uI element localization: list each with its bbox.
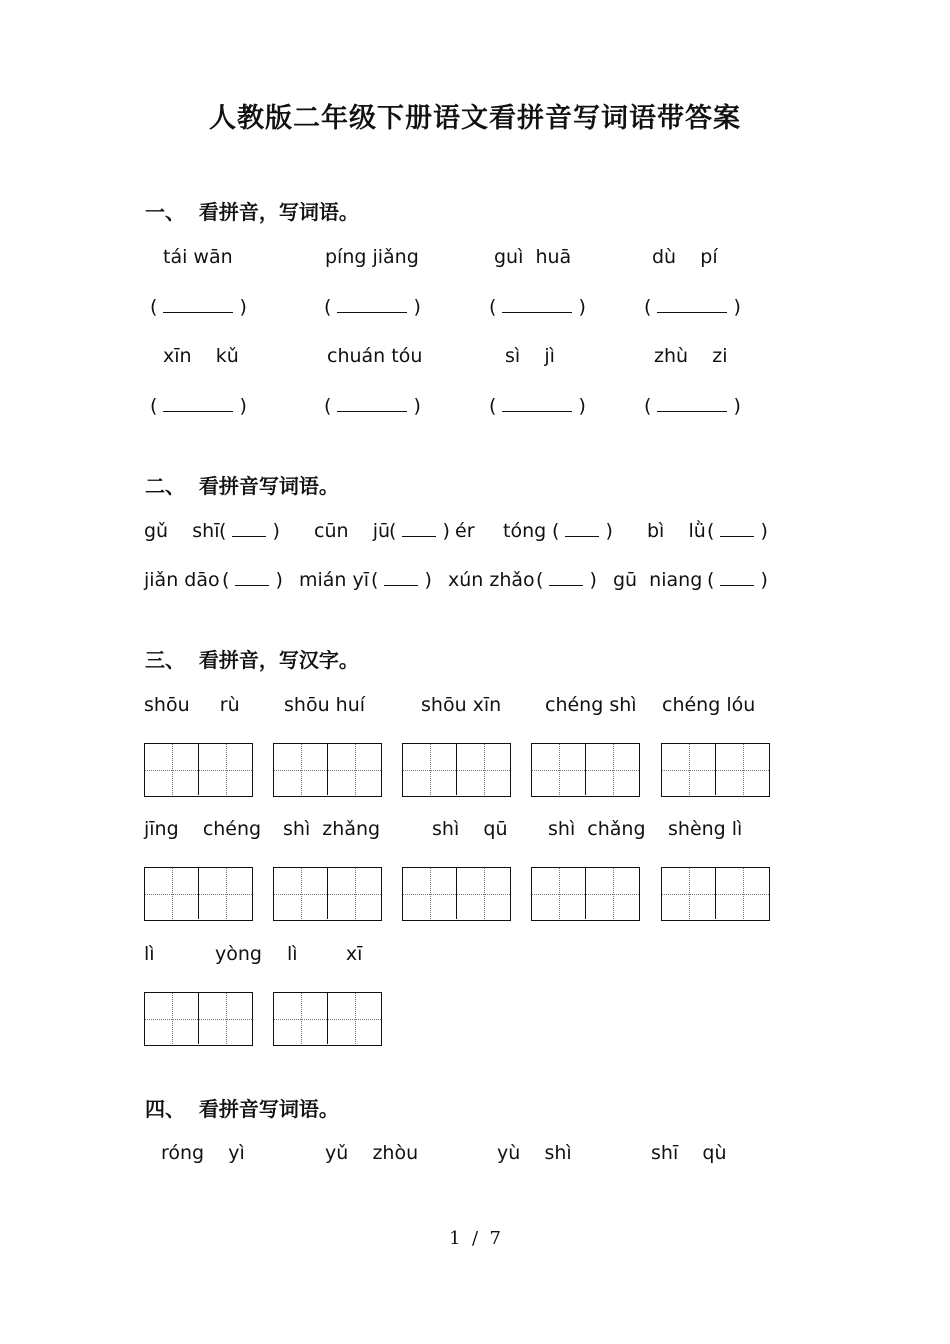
answer-blank[interactable]: ( ) bbox=[707, 520, 768, 542]
answer-blank[interactable]: ( ) bbox=[324, 395, 421, 417]
pinyin-2-6: jiǎn dāo bbox=[144, 569, 220, 591]
pinyin-3-8: shì qū bbox=[432, 818, 508, 840]
pinyin-2-9: gū niang bbox=[613, 569, 703, 591]
page-number: 1 / 7 bbox=[449, 1228, 501, 1249]
answer-blank[interactable]: ( ) bbox=[371, 569, 432, 591]
pinyin-3-9: shì chǎng bbox=[548, 818, 646, 840]
section-4-heading: 四、 看拼音写词语。 bbox=[145, 1097, 339, 1121]
answer-blank[interactable]: ( ) bbox=[489, 395, 586, 417]
answer-blank[interactable]: ( ) bbox=[644, 296, 741, 318]
writing-grid[interactable] bbox=[661, 867, 770, 921]
pinyin-2-1: gǔ shī bbox=[144, 520, 220, 542]
section-1-heading: 一、 看拼音，写词语。 bbox=[145, 200, 359, 224]
pinyin-1-4: dù pí bbox=[652, 246, 718, 268]
answer-blank[interactable]: ( ) bbox=[536, 569, 597, 591]
pinyin-1-5: xīn kǔ bbox=[163, 345, 239, 367]
pinyin-4-2: yǔ zhòu bbox=[325, 1142, 419, 1164]
pinyin-3-3: shōu xīn bbox=[421, 694, 502, 716]
answer-blank[interactable]: ( ) bbox=[707, 569, 768, 591]
writing-grid[interactable] bbox=[531, 743, 640, 797]
pinyin-4-4: shī qù bbox=[651, 1142, 727, 1164]
answer-blank[interactable]: ( ) bbox=[150, 395, 247, 417]
answer-blank[interactable]: ( ) bbox=[489, 296, 586, 318]
pinyin-2-3: ér bbox=[455, 520, 475, 542]
writing-grid[interactable] bbox=[144, 867, 253, 921]
pinyin-1-6: chuán tóu bbox=[327, 345, 423, 367]
pinyin-1-2: píng jiǎng bbox=[325, 246, 419, 268]
answer-blank[interactable]: ( ) bbox=[324, 296, 421, 318]
writing-grid[interactable] bbox=[144, 743, 253, 797]
answer-blank[interactable]: ( ) bbox=[552, 520, 613, 542]
writing-grid[interactable] bbox=[402, 867, 511, 921]
pinyin-3-7: shì zhǎng bbox=[283, 818, 381, 840]
pinyin-3-4: chéng shì bbox=[545, 694, 637, 716]
answer-blank[interactable]: ( ) bbox=[150, 296, 247, 318]
pinyin-3-6: jīng chéng bbox=[144, 818, 262, 840]
pinyin-3-10: shèng lì bbox=[668, 818, 743, 840]
pinyin-3-11: lì yòng bbox=[144, 943, 262, 965]
writing-grid[interactable] bbox=[402, 743, 511, 797]
pinyin-3-2: shōu huí bbox=[284, 694, 366, 716]
writing-grid[interactable] bbox=[273, 992, 382, 1046]
pinyin-2-7: mián yī bbox=[299, 569, 370, 591]
pinyin-3-1: shōu rù bbox=[144, 694, 240, 716]
writing-grid[interactable] bbox=[144, 992, 253, 1046]
section-3-heading: 三、 看拼音，写汉字。 bbox=[145, 648, 359, 672]
pinyin-1-3: guì huā bbox=[494, 246, 572, 268]
pinyin-1-7: sì jì bbox=[505, 345, 555, 367]
pinyin-1-8: zhù zi bbox=[654, 345, 728, 367]
pinyin-4-3: yù shì bbox=[497, 1142, 572, 1164]
answer-blank[interactable]: ( ) bbox=[219, 520, 280, 542]
section-2-heading: 二、 看拼音写词语。 bbox=[145, 474, 339, 498]
writing-grid[interactable] bbox=[531, 867, 640, 921]
writing-grid[interactable] bbox=[273, 743, 382, 797]
pinyin-2-4: tóng bbox=[503, 520, 547, 542]
page-title: 人教版二年级下册语文看拼音写词语带答案 bbox=[209, 103, 741, 134]
writing-grid[interactable] bbox=[661, 743, 770, 797]
pinyin-2-8: xún zhǎo bbox=[448, 569, 535, 591]
answer-blank[interactable]: ( ) bbox=[644, 395, 741, 417]
pinyin-3-12: lì xī bbox=[287, 943, 363, 965]
writing-grid[interactable] bbox=[273, 867, 382, 921]
answer-blank[interactable]: ( ) bbox=[222, 569, 283, 591]
pinyin-2-5: bì lǜ bbox=[647, 520, 706, 542]
answer-blank[interactable]: ( ) bbox=[389, 520, 450, 542]
pinyin-1-1: tái wān bbox=[163, 246, 233, 268]
pinyin-4-1: róng yì bbox=[161, 1142, 245, 1164]
pinyin-2-2: cūn jū bbox=[314, 520, 391, 542]
pinyin-3-5: chéng lóu bbox=[662, 694, 756, 716]
